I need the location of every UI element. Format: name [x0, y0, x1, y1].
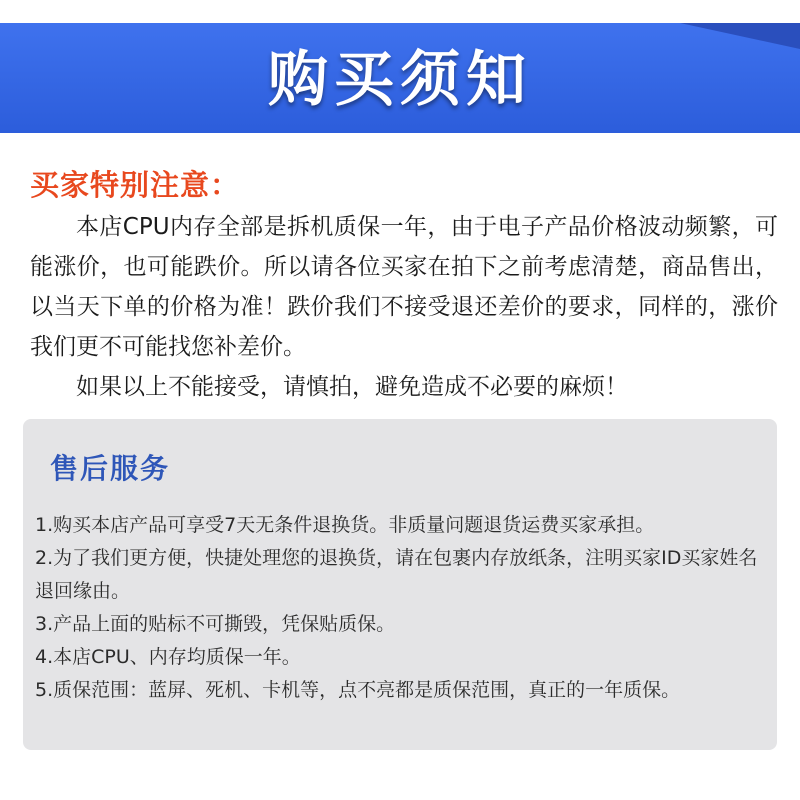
- after-sales-panel: [23, 419, 777, 750]
- after-sales-list: [35, 509, 767, 707]
- after-sales-title: 售后服务: [50, 452, 171, 485]
- notice-heading: 买家特别注意：: [30, 168, 241, 202]
- list-item: 4.本店CPU、内存均质保一年。: [35, 646, 301, 668]
- list-item: 2.为了我们更方便，快捷处理您的退换货，请在包裹内存放纸条，注明买家ID买家姓名退回缘由。: [35, 547, 758, 602]
- banner-title: 购买须知: [268, 45, 532, 115]
- notice-paragraph: 本店CPU内存全部是拆机质保一年，由于电子产品价格波动频繁，可能涨价，也可能跌价。所以请各位买家在拍下之前考虑清楚，商品售出，以当天下单的价格为准！跌价我们不接受退还差价的要求，同样的，涨价我们更不可能找您补差价。: [30, 214, 778, 360]
- list-item: 5.质保范围：蓝屏、死机、卡机等，点不亮都是质保范围，真正的一年质保。: [35, 679, 681, 701]
- banner-corner-decoration: [680, 23, 800, 49]
- list-item: 1.购买本店产品可享受7天无条件退换货。非质量问题退货运费买家承担。: [35, 514, 655, 536]
- notice-paragraph: 如果以上不能接受，请慎拍，避免造成不必要的麻烦！: [76, 374, 628, 400]
- list-item: 3.产品上面的贴标不可撕毁，凭保贴质保。: [35, 613, 396, 635]
- notice-body: [30, 207, 778, 407]
